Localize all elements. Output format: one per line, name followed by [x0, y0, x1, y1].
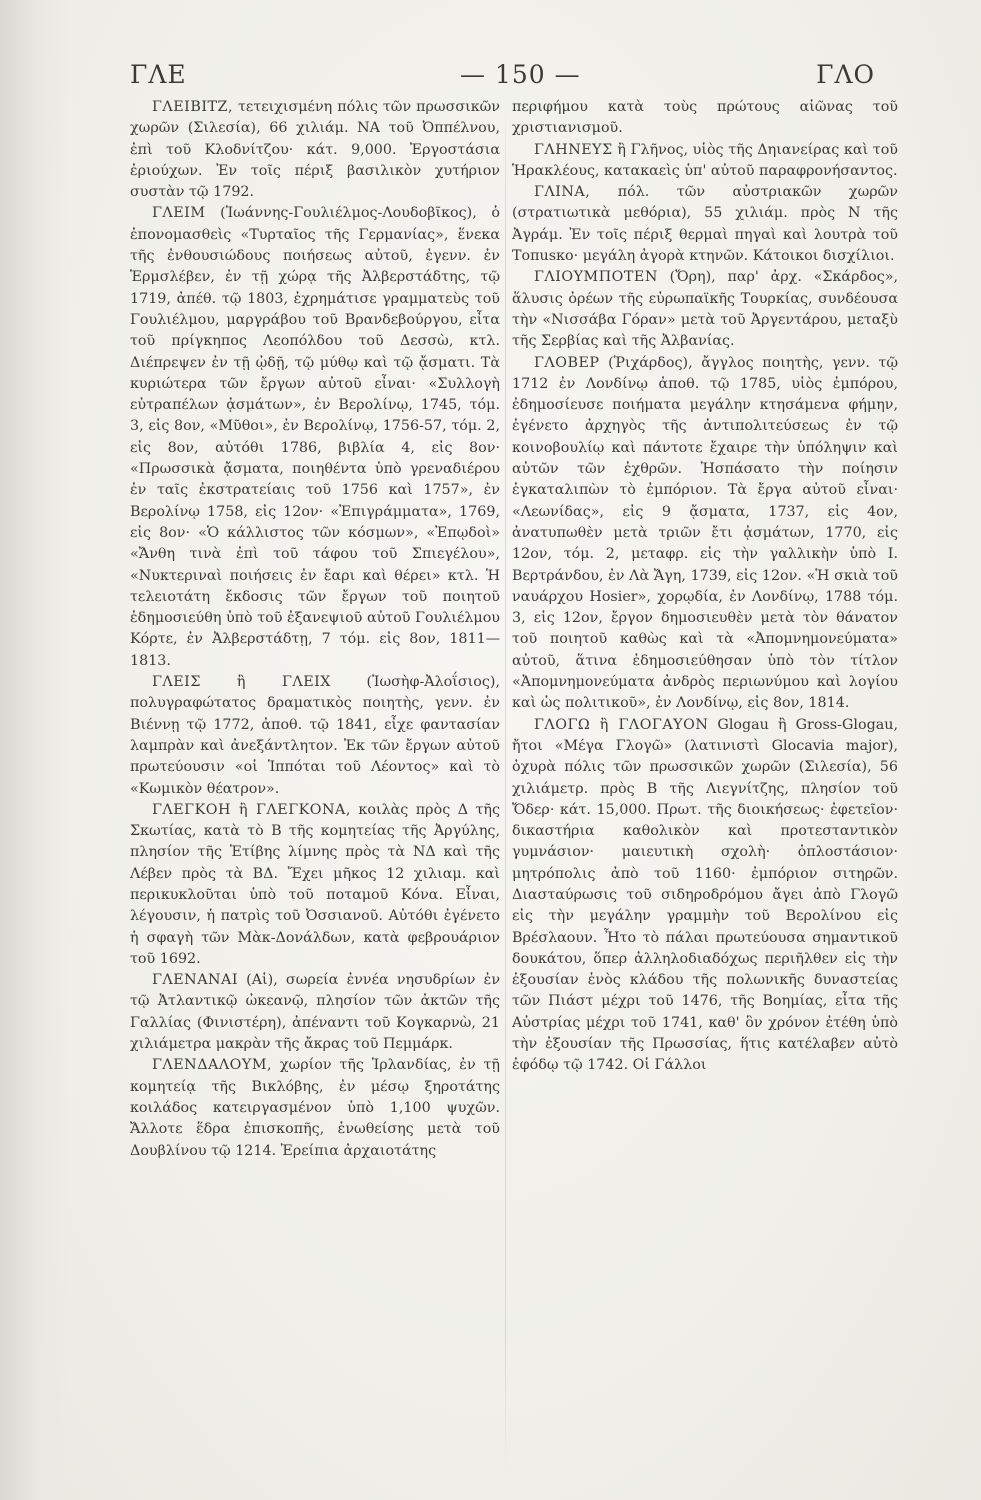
- page-number: — 150 —: [460, 60, 581, 89]
- column-divider: [505, 100, 506, 1480]
- entry-headword: ΓΛΙΟΥΜΠΟΤΕΝ: [534, 269, 658, 286]
- entry-headword: ΓΛΟΒΕΡ: [534, 354, 600, 371]
- entry-text: (Ῥιχάρδος), ἄγγλος ποιητὴς, γενν. τῷ 1712 ἐν Λονδίνῳ ἀποθ. τῷ 1785, υἱὸς ἐμπόρου, ἐδημοσίευσε ποιήματα μεγάλην κτησάμενα φήμην, ἐγένετο ἀρχηγὸς τῆς ἀντιπολιτεύσεως ἐν τῷ κοινοβουλίῳ καὶ πάντοτε ἔχαιρε τὴν ὑπόληψιν καὶ αὐτῶν τῶν ἐχθρῶν. Ἠσπάσατο τὴν ποίησιν ἐγκαταλιπὼν τὸ ἐμπόριον. Τὰ ἔργα αὐτοῦ εἶναι· «Λεωνίδας», εἰς 9 ᾄσματα, 1737, εἰς 4ον, ἀνατυπωθὲν μετὰ τριῶν ἔτι ᾀσμάτων, 1770, εἰς 12ον, τόμ. 2, μεταφρ. εἰς τὴν γαλλικὴν ὑπὸ Ι. Βερτράνδου, ἐν Λὰ Ἄγη, 1739, εἰς 12ον. «Ἡ σκιὰ τοῦ ναυάρχου Hosier», χορῳδία, ἐν Λονδίνῳ, 1788 τόμ. 3, εἰς 12ον, ἔργον δημοσιευθὲν μετὰ τὸν θάνατον τοῦ ποιητοῦ καθὼς καὶ τὰ «Ἀπομνημονεύματα» αὐτοῦ, ἅτινα ἐδημοσιεύθησαν ὑπὸ τὸν τίτλον «Ἀπομνημονεύματα ἀνδρὸς περιωνύμου καὶ λογίου καὶ ὡς πολιτικοῦ», ἐν Λονδίνῳ, εἰς 8ον, 1814.: [512, 354, 898, 712]
- entry: [130, 203, 500, 672]
- entry-text: περιφήμου κατὰ τοὺς πρώτους αἰῶνας τοῦ χριστιανισμοῦ.: [512, 99, 898, 137]
- entry-text: χωρίον τῆς Ἰρλανδίας, ἐν τῇ κομητείᾳ τῆς Βικλόβης, ἐν μέσῳ ξηροτάτης κοιλάδος κατειργασμένον ὑπὸ 1,100 ψυχῶν. Ἄλλοτε ἕδρα ἐπισκοπῆς, ἑνωθείσης μετὰ τοῦ Δουβλίνου τῷ 1214. Ἐρείπια ἀρχαιοτάτης: [130, 1057, 500, 1159]
- binding-shadow: [0, 0, 70, 1500]
- entry: [512, 353, 898, 715]
- right-column: [512, 97, 898, 1477]
- entry-text: (Αἱ), σωρεία ἐννέα νησυδρίων ἐν τῷ Ἀτλαντικῷ ὠκεανῷ, πλησίον τῶν ἀκτῶν τῆς Γαλλίας (Φινιστέρη), ἀπέναντι τοῦ Κογκαρνὼ, 21 χιλιάμετρα μακρὰν τῆς ἄκρας τοῦ Πεμμάρκ.: [130, 972, 500, 1053]
- header-left-guideword: ΓΛΕ: [130, 60, 187, 89]
- entry: [130, 97, 500, 203]
- entry-headword: ΓΛΕΝΑΝΑΙ: [152, 972, 238, 989]
- entry-continuation: [512, 97, 898, 140]
- entry-headword: ΓΛΙΝΑ,: [534, 184, 591, 201]
- entry: [130, 672, 500, 800]
- entry-text: πόλ. τῶν αὐστριακῶν χωρῶν (στρατιωτικὰ μεθόρια), 55 χιλιάμ. πρὸς Ν τῆς Ἀγράμ. Ἐν τοῖς πέριξ θερμαὶ πηγαὶ καὶ λουτρὰ τοῦ Τοπusκο· μεγάλη ἀγορὰ κτηνῶν. Κάτοικοι δισχίλιοι.: [512, 184, 898, 265]
- entry-text: κοιλὰς πρὸς Δ τῆς Σκωτίας, κατὰ τὸ Β τῆς κομητείας τῆς Ἀργύλης, πλησίον τῆς Ἐτίβης λίμνης πρὸς τὰ ΝΔ καὶ τῆς Λέβεν πρὸς τὰ ΒΔ. Ἔχει μῆκος 12 χιλιαμ. καὶ περικυκλοῦται ὑπὸ τοῦ ποταμοῦ Κόνα. Εἶναι, λέγουσιν, ἡ πατρὶς τοῦ Ὀσσιανοῦ. Αὐτόθι ἐγένετο ἡ σφαγὴ τῶν Μὰκ-Δονάλδων, κατὰ φεβρουάριον τοῦ 1692.: [130, 801, 500, 967]
- entry-text: (Ἰωσὴφ-Ἀλοΐσιος), πολυγραφώτατος δραματικὸς ποιητὴς, γενν. ἐν Βιέννῃ τῷ 1772, ἀποθ. τῷ 1841, εἶχε φαντασίαν λαμπρὰν καὶ ἀνεξάντλητον. Ἐκ τῶν ἔργων αὐτοῦ πρωτεύουσιν «οἱ Ἱππόται τοῦ Λέοντος» καὶ τὸ «Κωμικὸν θέατρον».: [130, 674, 500, 797]
- entry: [130, 970, 500, 1055]
- entry: [512, 140, 898, 183]
- entry-headword: ΓΛΕΙΜ: [152, 205, 206, 222]
- entry-text: (Ὄρη), παρ' ἀρχ. «Σκάρδος», ἅλυσις ὀρέων τῆς εὐρωπαϊκῆς Τουρκίας, συνδέουσα τὴν «Νισσάβα Γόραν» μετὰ τοῦ Ἀργεντάρου, μεταξὺ τῆς Σερβίας καὶ τῆς Ἀλβανίας.: [512, 269, 898, 350]
- entry-headword: ΓΛΕΝΔΑΛΟΥΜ,: [152, 1057, 273, 1074]
- header-right-guideword: ΓΛΟ: [816, 60, 875, 89]
- entry-text: Glogau ἢ Gross-Glogau, ἤτοι «Μέγα Γλογῶ» (λατινιστὶ Glocavia major), ὀχυρὰ πόλις τῶν πρωσσικῶν χωρῶν (Σιλεσία), 56 χιλιάμετρ. πρὸς Β τῆς Λιεγνίτζης, πλησίον τοῦ Ὄδερ· κάτ. 15,000. Πρωτ. τῆς διοικήσεως· ἐφετεῖον· δικαστήρια καθολικὸν καὶ προτεσταντικὸν γυμνάσιον· μαιευτικὴ σχολὴ· ὁπλοστάσιον· μητρόπολις ἀπὸ τοῦ 1160· ἐμπόριον σιτηρῶν. Διασταύρωσις τοῦ σιδηροδρόμου ἄγει ἀπὸ Γλογῶ εἰς τὴν μεγάλην γραμμὴν τοῦ Βερολίνου εἰς Βρέσλαουν. Ἦτο τὸ πάλαι πρωτεύουσα σημαντικοῦ δουκάτου, ὅπερ ἀλληλοδιαδόχως περιῆλθεν εἰς τὴν ἐξουσίαν ἑνὸς κλάδου τῆς πολωνικῆς δυναστείας τῶν Πιάστ μέχρι τοῦ 1476, τῆς Βοημίας, εἶτα τῆς Αὐστρίας μέχρι τοῦ 1741, καθ' ὃν χρόνον ἐτέθη ὑπὸ τὴν ἐξουσίαν τῆς Πρωσσίας, ἥτις κατέλαβεν αὐτὸ ἐφόδῳ τῷ 1742. Οἱ Γάλλοι: [512, 716, 898, 1074]
- entry-headword: ΓΛΗΝΕΥΣ: [534, 141, 613, 158]
- entry-text: τετειχισμένη πόλις τῶν πρωσσικῶν χωρῶν (Σιλεσία), 66 χιλιάμ. ΝΑ τοῦ Ὀππέλνου, ἐπὶ τοῦ Κλοδνίτζου· κάτ. 9,000. Ἐργοστάσια ἐριούχων. Ἐν τοῖς πέριξ βασιλικὸν χυτήριον συστὰν τῷ 1792.: [130, 99, 500, 201]
- left-column: [130, 97, 500, 1477]
- entry-headword: ΓΛΕΙΒΙΤΖ,: [152, 99, 233, 115]
- entry-text: ἢ Γλῆνος, υἱὸς τῆς Δηιανείρας καὶ τοῦ Ἡρακλέους, κατακαεὶς ὑπ' αὐτοῦ παραφρονήσαντος.: [512, 141, 898, 179]
- entry: [512, 267, 898, 352]
- page-header: [130, 60, 900, 100]
- entry: [130, 1055, 500, 1161]
- entry: [512, 182, 898, 267]
- entry-headword: ΓΛΕΓΚΟΗ ἢ ΓΛΕΓΚΟΝΑ,: [152, 801, 351, 818]
- entry: [130, 800, 500, 970]
- entry-headword: ΓΛΕΙΣ ἢ ΓΛΕΙΧ: [152, 674, 331, 691]
- entry-text: (Ἰωάννης-Γουλιέλμος-Λουδοβῖκος), ὁ ἐπονομασθεὶς «Τυρταῖος τῆς Γερμανίας», ἕνεκα τῆς ἐνθουσιώδους ποιήσεως αὐτοῦ, ἐγενν. ἐν Ἑρμσλέβεν, ἐν τῇ χώρᾳ τῆς Ἀλβερστάδτης, τῷ 1719, ἀπέθ. τῷ 1803, ἐχρημάτισε γραμματεὺς τοῦ Γουλιέλμου, μαργράβου τοῦ Βρανδεβούργου, εἶτα τοῦ πρίγκηπος Λεοπόλδου τοῦ Δεσσὼ, κτλ. Διέπρεψεν ἐν τῇ ᾠδῇ, τῷ μύθῳ καὶ τῷ ᾄσματι. Τὰ κυριώτερα τῶν ἔργων αὐτοῦ εἶναι· «Συλλογὴ εὐτραπέλων ᾀσμάτων», ἐν Βερολίνῳ, 1745, τόμ. 3, εἰς 8ον, «Μῦθοι», ἐν Βερολίνῳ, 1756-57, τόμ. 2, εἰς 8ον, αὐτόθι 1786, βιβλία 4, εἰς 8ον· «Πρωσσικὰ ᾄσματα, ποιηθέντα ὑπὸ γρεναδιέρου ἐν ταῖς ἐκστρατείαις τοῦ 1756 καὶ 1757», ἐν Βερολίνῳ 1758, εἰς 12ον· «Ἐπιγράμματα», 1769, εἰς 8ον· «Ὁ κάλλιστος τῶν κόσμων», «Ἐπῳδοὶ» «Ἄνθη τινὰ ἐπὶ τοῦ τάφου τοῦ Σπιεγέλου», «Νυκτεριναὶ ποιήσεις ἐν ἔαρι καὶ θέρει» κτλ. Ἡ τελειοτάτη ἔκδοσις τῶν ἔργων τοῦ ποιητοῦ ἐδημοσιεύθη ὑπὸ τοῦ ἐξανεψιοῦ αὐτοῦ Γουλιέλμου Κόρτε, ἐν Ἀλβερστάδτῃ, 7 τόμ. εἰς 8ον, 1811—1813.: [130, 205, 500, 669]
- entry: [512, 715, 898, 1077]
- entry-headword: ΓΛΟΓΩ ἢ ΓΛΟΓΑΥΟΝ: [534, 716, 709, 733]
